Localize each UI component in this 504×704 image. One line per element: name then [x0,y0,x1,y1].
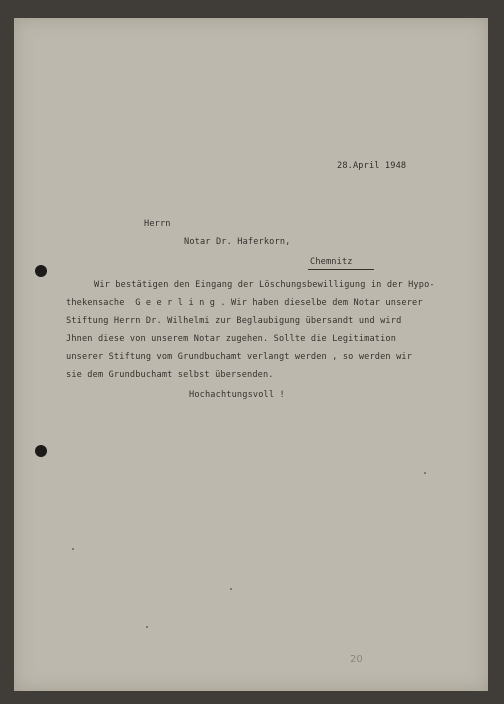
body-line-6: sie dem Grundbuchamt selbst übersenden. [66,370,274,380]
body-line-4: Jhnen diese von unserem Notar zugehen. Sollte die Legitimation [66,334,397,344]
body-line-5: unserer Stiftung vom Grundbuchamt verlangt werden , so werden wir [66,352,413,362]
recipient-city-underline [308,269,374,270]
recipient-name: Notar Dr. Haferkorn, [184,237,291,247]
body-line-1: Wir bestätigen den Eingang der Löschungsbewilligung in der Hypo- [94,280,435,290]
punch-hole-upper [35,265,47,277]
closing-phrase: Hochachtungsvoll ! [189,390,285,400]
body-line-2: thekensache G e e r l i n g . Wir haben dieselbe dem Notar unserer [66,298,423,308]
page-number: 20 [350,654,363,665]
paper-speck [230,588,232,590]
letter-sheet [14,18,488,691]
paper-speck [72,548,74,550]
letter-date: 28.April 1948 [337,161,407,171]
paper-speck [424,472,426,474]
body-line-3: Stiftung Herrn Dr. Wilhelmi zur Beglaubigung übersandt und wird [66,316,402,326]
recipient-city: Chemnitz [310,257,353,267]
paper-speck [146,626,148,628]
punch-hole-lower [35,445,47,457]
recipient-salutation: Herrn [144,219,171,229]
